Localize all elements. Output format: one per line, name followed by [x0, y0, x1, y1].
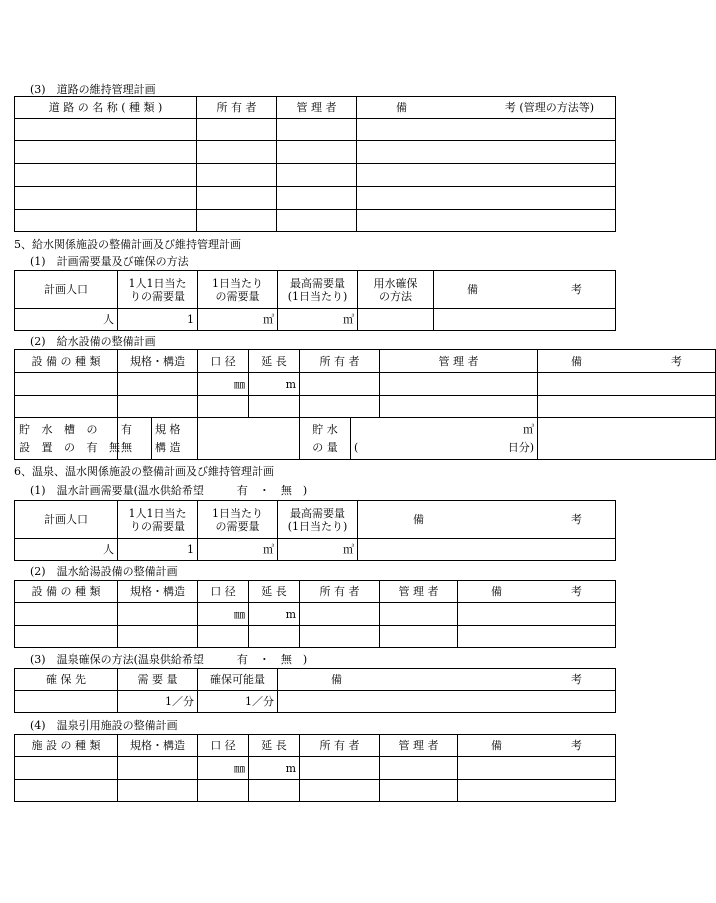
water-demand-caption: (1) 計画需要量及び確保の方法	[30, 255, 189, 268]
table-row	[15, 396, 716, 418]
table-row	[15, 539, 616, 561]
tank-volume-line2: の 量	[312, 441, 338, 454]
per-capita-value[interactable]: 1	[118, 539, 198, 561]
tank-label-line1: 貯 水 槽 の	[19, 423, 102, 436]
max-demand-line2: (1日当たり)	[287, 519, 348, 533]
length-header: 延 長	[249, 581, 300, 603]
spec-header: 規格・構造	[118, 350, 198, 373]
remarks-header-left: 備	[467, 283, 478, 296]
hotspring-source-caption: (3) 温泉確保の方法(温泉供給希望 有 ・ 無 )	[30, 653, 308, 666]
table-cell[interactable]	[249, 396, 300, 418]
table-cell[interactable]	[118, 603, 198, 626]
diameter-unit[interactable]: ㎜	[198, 603, 249, 626]
remarks-header-left: 備	[571, 354, 582, 368]
facility-type-header: 施 設 の 種 類	[15, 735, 118, 757]
table-cell[interactable]	[300, 373, 380, 396]
tank-volume-value[interactable]	[351, 418, 538, 460]
remarks-header-right: 考	[571, 585, 582, 598]
length-unit[interactable]: m	[249, 373, 300, 396]
tank-volume-label	[300, 418, 351, 460]
table-cell[interactable]	[15, 164, 197, 187]
table-cell[interactable]	[15, 187, 197, 210]
table-cell[interactable]	[380, 373, 538, 396]
table-cell[interactable]	[357, 210, 616, 232]
water-facility-table	[14, 349, 716, 460]
tank-exists[interactable]	[118, 418, 152, 460]
table-cell[interactable]	[15, 141, 197, 164]
per-capita-line1: 1人1日当た	[128, 506, 187, 520]
table-cell[interactable]	[300, 780, 380, 802]
tank-spec-label	[152, 418, 198, 460]
table-cell[interactable]	[197, 164, 277, 187]
table-cell[interactable]	[358, 539, 616, 561]
table-cell[interactable]	[380, 757, 458, 780]
remarks-header-right: 考 (管理の方法等)	[504, 101, 594, 114]
table-cell[interactable]	[15, 119, 197, 141]
daily-header	[198, 271, 278, 309]
table-cell[interactable]	[15, 373, 118, 396]
hotspring-intake-table	[14, 734, 616, 802]
table-row	[15, 309, 616, 331]
table-cell[interactable]	[197, 187, 277, 210]
per-capita-header	[118, 501, 198, 539]
manager-header: 管 理 者	[277, 97, 357, 119]
table-cell[interactable]	[434, 309, 616, 331]
daily-line1: 1日当たり	[212, 276, 263, 290]
table-row	[15, 187, 616, 210]
length-header: 延 長	[249, 735, 300, 757]
tank-spec-line2: 構 造	[155, 441, 181, 454]
max-demand-unit[interactable]: ㎥	[278, 309, 358, 331]
table-cell[interactable]	[277, 187, 357, 210]
max-demand-line1: 最高需要量	[290, 276, 345, 290]
daily-unit[interactable]: ㎥	[198, 539, 278, 561]
length-unit[interactable]: m	[249, 757, 300, 780]
table-cell[interactable]	[458, 757, 616, 780]
table-cell[interactable]	[118, 396, 198, 418]
remarks-header-left: 備	[331, 673, 342, 686]
table-row	[15, 141, 616, 164]
table-cell[interactable]	[357, 164, 616, 187]
table-cell[interactable]	[300, 603, 380, 626]
table-cell[interactable]	[15, 757, 118, 780]
demand-unit[interactable]: 1／分	[118, 691, 198, 713]
tank-days-open: (	[354, 441, 359, 454]
table-cell[interactable]	[300, 626, 380, 648]
table-cell[interactable]	[458, 603, 616, 626]
table-cell[interactable]	[198, 396, 249, 418]
population-header: 計画人口	[15, 501, 118, 539]
remarks-header	[538, 350, 716, 373]
daily-line2: の需要量	[215, 289, 260, 303]
max-demand-unit[interactable]: ㎥	[278, 539, 358, 561]
tank-days: 日分)	[507, 441, 534, 454]
hotspring-section-title: 6、温泉、温水関係施設の整備計画及び維持管理計画	[14, 465, 274, 478]
tank-spec-line1: 規 格	[155, 423, 181, 436]
daily-header	[198, 501, 278, 539]
length-header: 延 長	[249, 350, 300, 373]
road-name-header: 道 路 の 名 称 ( 種 類 )	[15, 97, 197, 119]
road-plan-table	[14, 96, 616, 232]
table-cell[interactable]	[277, 141, 357, 164]
table-row	[15, 780, 616, 802]
remarks-header-right: 考	[571, 513, 582, 526]
tank-volume-line1: 貯 水	[312, 423, 338, 436]
tank-label	[15, 418, 124, 460]
remarks-header-right: 考	[571, 739, 582, 752]
owner-header: 所 有 者	[300, 350, 380, 373]
owner-header: 所 有 者	[197, 97, 277, 119]
table-cell[interactable]	[249, 780, 300, 802]
table-cell[interactable]	[357, 119, 616, 141]
daily-unit[interactable]: ㎥	[198, 309, 278, 331]
supply-method-line1: 用水確保	[373, 276, 418, 290]
population-header: 計画人口	[15, 271, 118, 309]
tank-no: 無	[121, 441, 132, 454]
remarks-header	[434, 271, 616, 309]
remarks-header-left: 備	[491, 585, 502, 598]
max-demand-header	[278, 501, 358, 539]
remarks-header-right: 考	[671, 354, 682, 368]
supply-method-header	[358, 271, 434, 309]
remarks-header	[278, 669, 616, 691]
water-section-title: 5、給水関係施設の整備計画及び維持管理計画	[14, 238, 241, 251]
table-cell[interactable]	[277, 164, 357, 187]
table-row	[15, 164, 616, 187]
per-capita-header	[118, 271, 198, 309]
table-cell[interactable]	[197, 119, 277, 141]
diameter-unit[interactable]: ㎜	[198, 373, 249, 396]
table-cell[interactable]	[300, 396, 380, 418]
table-cell[interactable]	[198, 626, 249, 648]
table-cell[interactable]	[380, 780, 458, 802]
table-cell[interactable]	[197, 210, 277, 232]
spec-header: 規格・構造	[118, 735, 198, 757]
table-row	[15, 119, 616, 141]
table-cell[interactable]	[458, 780, 616, 802]
table-row	[15, 757, 616, 780]
table-row	[15, 373, 716, 396]
remarks-header-right: 考	[571, 283, 582, 296]
capacity-unit[interactable]: 1／分	[198, 691, 278, 713]
tank-row	[15, 418, 716, 460]
tank-yes: 有	[121, 423, 132, 436]
remarks-header	[458, 581, 616, 603]
table-row	[15, 603, 616, 626]
road-plan-caption: (3) 道路の維持管理計画	[30, 83, 156, 96]
table-cell[interactable]	[15, 210, 197, 232]
daily-line2: の需要量	[215, 519, 260, 533]
facility-type-header: 設 備 の 種 類	[15, 581, 118, 603]
diameter-header: 口 径	[198, 735, 249, 757]
tank-spec-value[interactable]	[198, 418, 300, 460]
hotwater-facility-table	[14, 580, 616, 648]
remarks-header-left: 備	[413, 513, 424, 526]
table-cell[interactable]	[277, 119, 357, 141]
table-cell[interactable]	[357, 187, 616, 210]
tank-volume-unit: ㎥	[523, 423, 534, 436]
remarks-header	[458, 735, 616, 757]
hotwater-demand-table	[14, 500, 616, 561]
table-row	[15, 210, 616, 232]
length-unit[interactable]: m	[249, 603, 300, 626]
table-cell[interactable]	[357, 141, 616, 164]
per-capita-line2: りの需要量	[130, 289, 185, 303]
owner-header: 所 有 者	[300, 581, 380, 603]
table-cell[interactable]	[538, 418, 716, 460]
table-cell[interactable]	[380, 396, 538, 418]
hotwater-demand-caption: (1) 温水計画需要量(温水供給希望 有 ・ 無 )	[30, 484, 308, 497]
hotwater-facility-caption: (2) 温水給湯設備の整備計画	[30, 565, 178, 578]
tank-label-line2: 設 置 の 有 無	[19, 441, 124, 454]
table-row	[15, 691, 616, 713]
table-cell[interactable]	[277, 210, 357, 232]
remarks-header-left: 備	[491, 739, 502, 752]
table-cell[interactable]	[197, 141, 277, 164]
per-capita-line2: りの需要量	[130, 519, 185, 533]
table-cell[interactable]	[15, 626, 118, 648]
hotspring-source-table	[14, 668, 616, 713]
table-cell[interactable]	[380, 626, 458, 648]
hotspring-intake-caption: (4) 温泉引用施設の整備計画	[30, 719, 178, 732]
manager-header: 管 理 者	[380, 350, 538, 373]
table-cell[interactable]	[118, 626, 198, 648]
table-cell[interactable]	[15, 780, 118, 802]
diameter-header: 口 径	[198, 581, 249, 603]
table-cell[interactable]	[118, 373, 198, 396]
table-cell[interactable]	[278, 691, 616, 713]
facility-type-header: 設 備 の 種 類	[15, 350, 118, 373]
table-cell[interactable]	[249, 626, 300, 648]
table-cell[interactable]	[538, 396, 716, 418]
max-demand-line2: (1日当たり)	[287, 289, 348, 303]
table-row	[15, 626, 616, 648]
table-cell[interactable]	[15, 396, 118, 418]
table-cell[interactable]	[118, 780, 198, 802]
per-capita-line1: 1人1日当た	[128, 276, 187, 290]
water-facility-caption: (2) 給水設備の整備計画	[30, 335, 156, 348]
table-cell[interactable]	[380, 603, 458, 626]
table-cell[interactable]	[358, 309, 434, 331]
max-demand-header	[278, 271, 358, 309]
table-cell[interactable]	[198, 780, 249, 802]
water-demand-table	[14, 270, 616, 331]
capacity-header: 確保可能量	[198, 669, 278, 691]
table-cell[interactable]	[15, 603, 118, 626]
manager-header: 管 理 者	[380, 581, 458, 603]
manager-header: 管 理 者	[380, 735, 458, 757]
source-header: 確 保 先	[15, 669, 118, 691]
table-cell[interactable]	[15, 691, 118, 713]
demand-header: 需 要 量	[118, 669, 198, 691]
table-cell[interactable]	[538, 373, 716, 396]
population-unit[interactable]: 人	[15, 539, 118, 561]
per-capita-value[interactable]: 1	[118, 309, 198, 331]
remarks-header-right: 考	[571, 673, 582, 686]
remarks-header-left: 備	[396, 101, 407, 114]
population-unit[interactable]: 人	[15, 309, 118, 331]
max-demand-line1: 最高需要量	[290, 506, 345, 520]
remarks-header	[358, 501, 616, 539]
diameter-unit[interactable]: ㎜	[198, 757, 249, 780]
diameter-header: 口 径	[198, 350, 249, 373]
remarks-header	[357, 97, 616, 119]
daily-line1: 1日当たり	[212, 506, 263, 520]
table-cell[interactable]	[458, 626, 616, 648]
spec-header: 規格・構造	[118, 581, 198, 603]
owner-header: 所 有 者	[300, 735, 380, 757]
table-cell[interactable]	[118, 757, 198, 780]
table-cell[interactable]	[300, 757, 380, 780]
supply-method-line2: の方法	[379, 289, 412, 303]
